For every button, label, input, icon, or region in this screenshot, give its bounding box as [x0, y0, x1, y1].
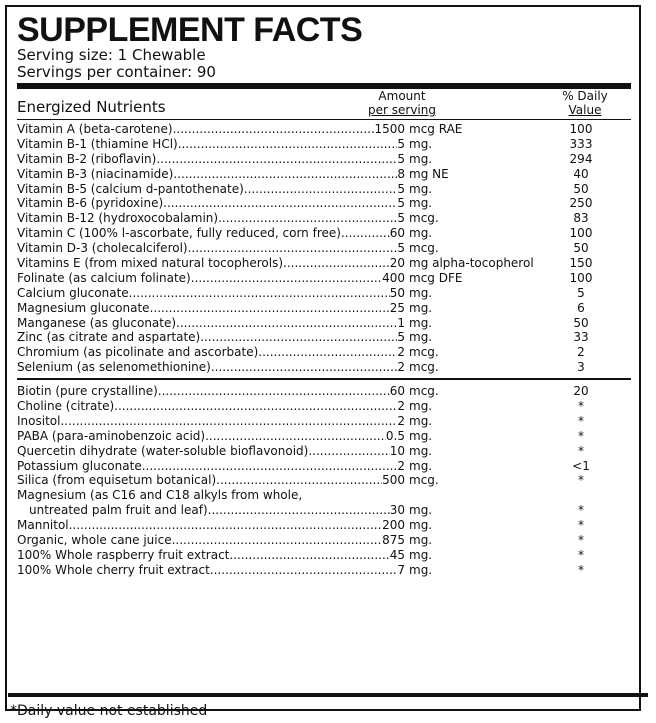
- nutrient-name: Mannitol: [17, 518, 69, 533]
- nutrient-name-and-amount: [17, 211, 405, 226]
- nutrient-unit: mcg.: [409, 473, 439, 488]
- nutrient-name: Quercetin dihydrate (water-soluble bioflavonoid): [17, 443, 309, 458]
- nutrient-daily-value: 100: [569, 122, 593, 136]
- nutrient-amount: 7: [397, 562, 405, 577]
- nutrient-group-2: [17, 384, 631, 578]
- nutrient-daily-value: *: [578, 428, 584, 443]
- nutrient-amount: 1500: [374, 122, 405, 136]
- dot-leader: [142, 459, 398, 474]
- nutrient-unit: mcg DFE: [409, 270, 463, 285]
- nutrient-unit: mg.: [409, 458, 433, 473]
- nutrient-unit: mg.: [409, 196, 433, 211]
- nutrient-name-and-amount: [17, 137, 405, 152]
- amount-header-line2: per serving: [368, 103, 436, 117]
- nutrient-daily-value: 5: [577, 285, 585, 300]
- nutrient-row: [17, 256, 631, 271]
- nutrient-row: [17, 122, 631, 137]
- nutrient-name: Vitamin B-2 (riboflavin): [17, 151, 157, 166]
- dot-leader: [218, 211, 397, 226]
- nutrient-name: 100% Whole raspberry fruit extract: [17, 547, 230, 562]
- nutrient-unit: mg.: [409, 330, 433, 345]
- nutrient-amount: 5: [397, 181, 405, 196]
- nutrient-name: Inositol: [17, 413, 61, 428]
- dot-leader: [216, 473, 382, 488]
- nutrient-name: Vitamin B-6 (pyridoxine): [17, 196, 164, 211]
- dot-leader: [176, 316, 397, 331]
- nutrient-daily-value: 40: [573, 166, 589, 181]
- nutrient-row: [17, 137, 631, 152]
- nutrient-daily-value: 100: [569, 270, 593, 285]
- nutrient-name: PABA (para-aminobenzoic acid): [17, 428, 206, 443]
- nutrient-unit: mg.: [409, 533, 433, 548]
- nutrient-name-and-amount: [17, 152, 405, 167]
- nutrient-daily-value: *: [578, 503, 584, 518]
- nutrient-name-and-amount: [17, 444, 405, 459]
- nutrient-unit: mcg.: [409, 384, 439, 399]
- nutrient-row: [17, 548, 631, 563]
- nutrient-daily-value: 3: [577, 360, 585, 375]
- nutrient-name: Vitamin B-5 (calcium d-pantothenate): [17, 181, 244, 196]
- nutrient-name-and-amount: [17, 167, 405, 182]
- nutrient-daily-value: 20: [573, 384, 589, 399]
- nutrient-row: [17, 182, 631, 197]
- panel-title: SUPPLEMENT FACTS: [17, 11, 363, 49]
- nutrient-amount: 60: [389, 226, 405, 241]
- nutrient-name: Vitamins E (from mixed natural tocopherols): [17, 256, 283, 271]
- nutrient-name: untreated palm fruit and leaf): [29, 503, 208, 518]
- group-divider: [17, 378, 631, 380]
- nutrient-name-and-amount: [17, 271, 405, 286]
- nutrient-daily-value: 100: [569, 226, 593, 241]
- bottom-divider: [8, 693, 648, 697]
- nutrient-amount: 20: [389, 256, 405, 271]
- nutrient-name-and-amount: [17, 473, 405, 488]
- nutrient-amount: 5: [397, 136, 405, 151]
- dot-leader: [244, 182, 398, 197]
- nutrient-name: Magnesium gluconate: [17, 300, 150, 315]
- nutrient-name: Potassium gluconate: [17, 458, 142, 473]
- nutrient-daily-value: 294: [569, 151, 593, 166]
- nutrient-row: [17, 152, 631, 167]
- nutrient-amount: 10: [389, 443, 405, 458]
- serving-size: Serving size: 1 Chewable: [17, 46, 206, 64]
- nutrient-unit: mg.: [409, 413, 433, 428]
- nutrient-unit: mg.: [409, 300, 433, 315]
- nutrient-unit: mcg.: [409, 345, 439, 360]
- dot-leader: [129, 286, 390, 301]
- nutrient-name-and-amount: [17, 518, 405, 533]
- nutrient-name: Vitamin B-1 (thiamine HCl): [17, 136, 178, 151]
- nutrient-row: [17, 301, 631, 316]
- nutrient-name-and-amount: [17, 226, 405, 241]
- nutrient-unit: mcg.: [409, 211, 439, 226]
- nutrient-name: Folinate (as calcium folinate): [17, 270, 191, 285]
- supplement-facts-panel: [5, 5, 641, 711]
- nutrient-name: Vitamin D-3 (cholecalciferol): [17, 241, 188, 256]
- dot-leader: [114, 399, 397, 414]
- nutrient-amount: 25: [389, 300, 405, 315]
- nutrient-name-and-amount: [17, 360, 405, 375]
- dot-leader: [208, 503, 390, 518]
- nutrient-amount: 400: [382, 270, 405, 285]
- nutrient-amount: 60: [389, 384, 405, 399]
- dot-leader: [173, 167, 397, 182]
- nutrient-name-and-amount: [17, 182, 405, 197]
- nutrient-daily-value: 333: [569, 136, 593, 151]
- nutrient-amount: 50: [389, 285, 405, 300]
- dv-header-line1: % Daily: [562, 89, 608, 103]
- dot-leader: [60, 414, 397, 429]
- nutrient-name: Selenium (as selenomethionine): [17, 360, 211, 375]
- nutrient-amount: 30: [389, 503, 405, 518]
- dv-header-line2: Value: [568, 103, 602, 117]
- nutrient-name-and-amount: [17, 414, 405, 429]
- dot-leader: [341, 226, 390, 241]
- nutrient-name-and-amount: [17, 384, 405, 399]
- dot-leader: [163, 196, 397, 211]
- nutrient-unit: mg alpha-tocopherol: [409, 256, 534, 271]
- nutrient-unit: mg.: [409, 181, 433, 196]
- nutrient-daily-value: 33: [573, 330, 589, 345]
- nutrient-unit: mg.: [409, 151, 433, 166]
- footnote: *Daily value not established: [10, 703, 208, 719]
- amount-header: [357, 89, 447, 117]
- nutrient-name-and-amount: [17, 241, 405, 256]
- nutrient-group-1: [17, 122, 631, 375]
- nutrient-name: Choline (citrate): [17, 399, 115, 414]
- nutrient-row: [17, 286, 631, 301]
- nutrient-row: [17, 518, 631, 533]
- nutrient-row: [17, 241, 631, 256]
- dot-leader: [258, 345, 397, 360]
- nutrient-name: 100% Whole cherry fruit extract: [17, 562, 210, 577]
- nutrient-amount: 5: [397, 211, 405, 226]
- nutrient-amount: 45: [389, 547, 405, 562]
- nutrient-name-and-amount: [17, 488, 405, 503]
- nutrient-name-and-amount: [17, 316, 405, 331]
- nutrient-daily-value: 250: [569, 196, 593, 211]
- nutrient-name: Manganese (as gluconate): [17, 315, 177, 330]
- nutrient-amount: 2: [397, 399, 405, 414]
- nutrient-row: [17, 167, 631, 182]
- nutrient-daily-value: *: [578, 518, 584, 533]
- nutrient-name-and-amount: [17, 345, 405, 360]
- nutrient-daily-value: *: [578, 399, 584, 414]
- nutrient-daily-value: 50: [573, 315, 589, 330]
- nutrient-unit: mg.: [409, 503, 433, 518]
- nutrient-name: Organic, whole cane juice: [17, 533, 172, 548]
- nutrient-name: Chromium (as picolinate and ascorbate): [17, 345, 259, 360]
- nutrient-row: [17, 360, 631, 375]
- header-divider: [17, 119, 631, 120]
- nutrient-daily-value: *: [578, 413, 584, 428]
- nutrient-unit: mg.: [409, 226, 433, 241]
- nutrient-name-and-amount: [17, 196, 405, 211]
- nutrient-row: [17, 384, 631, 399]
- nutrient-unit: mg NE: [409, 166, 449, 181]
- nutrient-amount: 2: [397, 458, 405, 473]
- nutrient-unit: mg.: [409, 428, 433, 443]
- dot-leader: [308, 444, 389, 459]
- nutrient-row: [17, 473, 631, 488]
- nutrient-name-and-amount: [17, 429, 405, 444]
- nutrient-row: [17, 488, 631, 503]
- section-label: Energized Nutrients: [17, 98, 166, 116]
- nutrient-daily-value: *: [578, 562, 584, 577]
- nutrient-name: Magnesium (as C16 and C18 alkyls from whole,: [17, 488, 303, 503]
- dot-leader: [158, 384, 390, 399]
- dot-leader: [150, 301, 390, 316]
- nutrient-name: Biotin (pure crystalline): [17, 384, 158, 399]
- nutrient-name-and-amount: [17, 563, 405, 578]
- dot-leader: [200, 330, 397, 345]
- nutrient-amount: 5: [397, 330, 405, 345]
- nutrient-daily-value: 2: [577, 345, 585, 360]
- nutrient-name-and-amount: [17, 330, 405, 345]
- nutrient-amount: 5: [397, 196, 405, 211]
- nutrient-unit: mg.: [409, 285, 433, 300]
- nutrient-row: [17, 345, 631, 360]
- nutrient-name-and-amount: [17, 459, 405, 474]
- dot-leader: [191, 271, 382, 286]
- nutrient-name: Vitamin C (100% l-ascorbate, fully reduced, corn free): [17, 226, 341, 241]
- nutrient-unit: mg.: [409, 315, 433, 330]
- nutrient-unit: mcg.: [409, 241, 439, 256]
- nutrient-daily-value: <1: [572, 458, 590, 473]
- nutrient-row: [17, 563, 631, 578]
- nutrient-name-and-amount: [17, 286, 405, 301]
- nutrient-amount: 875: [382, 533, 405, 548]
- dot-leader: [188, 241, 398, 256]
- nutrient-amount: 2: [397, 413, 405, 428]
- servings-per-container: Servings per container: 90: [17, 63, 216, 81]
- dot-leader: [205, 429, 386, 444]
- nutrient-unit: mg.: [409, 136, 433, 151]
- nutrient-row: [17, 399, 631, 414]
- dot-leader: [156, 152, 397, 167]
- nutrient-row: [17, 330, 631, 345]
- nutrient-row: [17, 226, 631, 241]
- nutrient-unit: mcg.: [409, 360, 439, 375]
- nutrient-name: Vitamin A (beta-carotene): [17, 122, 173, 136]
- nutrient-amount: 5: [397, 151, 405, 166]
- nutrient-name: Calcium gluconate: [17, 285, 129, 300]
- nutrient-name: Vitamin B-12 (hydroxocobalamin): [17, 211, 219, 226]
- nutrient-daily-value: *: [578, 473, 584, 488]
- nutrient-row: [17, 316, 631, 331]
- nutrient-unit: mg.: [409, 562, 433, 577]
- nutrient-row: [17, 196, 631, 211]
- nutrient-name: Silica (from equisetum botanical): [17, 473, 217, 488]
- nutrient-row: [17, 414, 631, 429]
- dot-leader: [69, 518, 382, 533]
- dot-leader: [173, 122, 375, 137]
- nutrient-unit: mg.: [409, 443, 433, 458]
- nutrient-amount: 0.5: [385, 428, 405, 443]
- dot-leader: [210, 563, 398, 578]
- nutrient-row: [17, 459, 631, 474]
- nutrient-amount: 500: [382, 473, 405, 488]
- daily-value-header: [557, 89, 613, 117]
- dot-leader: [178, 137, 398, 152]
- nutrient-daily-value: 50: [573, 181, 589, 196]
- nutrient-name-and-amount: [17, 301, 405, 316]
- nutrient-amount: 2: [397, 360, 405, 375]
- nutrient-name-and-amount: [17, 399, 405, 414]
- nutrient-name-and-amount: [17, 548, 405, 563]
- nutrient-name: Zinc (as citrate and aspartate): [17, 330, 201, 345]
- nutrient-unit: mcg RAE: [409, 122, 463, 136]
- nutrient-row: [17, 211, 631, 226]
- nutrient-row: [17, 444, 631, 459]
- nutrient-daily-value: *: [578, 547, 584, 562]
- dot-leader: [211, 360, 398, 375]
- nutrient-daily-value: 50: [573, 241, 589, 256]
- nutrient-unit: mg.: [409, 399, 433, 414]
- nutrient-daily-value: *: [578, 533, 584, 548]
- dot-leader: [229, 548, 389, 563]
- nutrient-daily-value: 150: [569, 256, 593, 271]
- nutrient-amount: 1: [397, 315, 405, 330]
- nutrient-daily-value: 6: [577, 300, 585, 315]
- nutrient-row: [17, 429, 631, 444]
- nutrient-name-and-amount: [17, 122, 405, 137]
- nutrient-row: [17, 271, 631, 286]
- nutrient-row: [17, 533, 631, 548]
- nutrient-name-and-amount: [29, 503, 405, 518]
- nutrient-unit: mg.: [409, 518, 433, 533]
- nutrient-amount: 8: [397, 166, 405, 181]
- dot-leader: [283, 256, 390, 271]
- nutrient-amount: 5: [397, 241, 405, 256]
- nutrient-daily-value: 83: [573, 211, 589, 226]
- column-header-row: [17, 89, 631, 119]
- nutrient-row: [17, 503, 631, 518]
- nutrient-unit: mg.: [409, 547, 433, 562]
- nutrient-daily-value: *: [578, 443, 584, 458]
- nutrient-name-and-amount: [17, 256, 405, 271]
- nutrient-name-and-amount: [17, 533, 405, 548]
- amount-header-line1: Amount: [378, 89, 426, 103]
- nutrient-amount: 200: [382, 518, 405, 533]
- dot-leader: [172, 533, 382, 548]
- nutrient-amount: 2: [397, 345, 405, 360]
- nutrient-name: Vitamin B-3 (niacinamide): [17, 166, 174, 181]
